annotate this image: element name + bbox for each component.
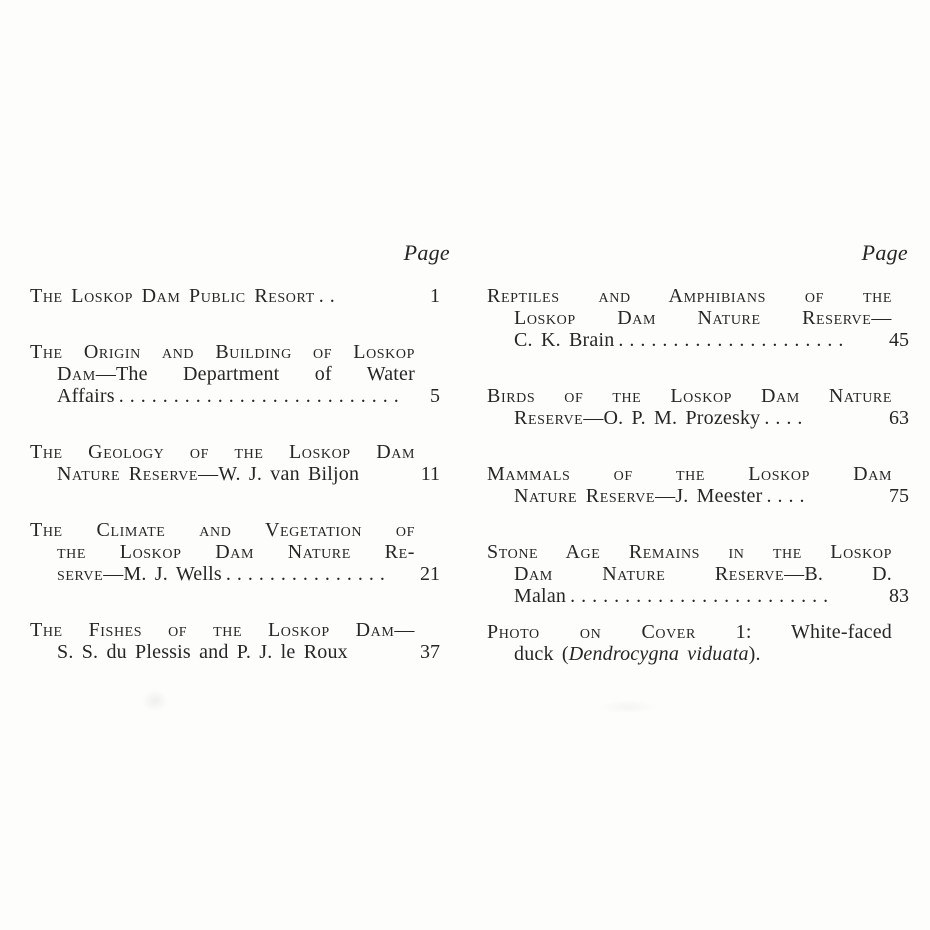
- toc-line: [487, 541, 910, 563]
- dot-leader: ....: [764, 407, 809, 429]
- text-segment: Loskop Dam Nature Reserve—: [514, 307, 892, 329]
- toc-line-text: [487, 285, 892, 307]
- toc-line: [487, 585, 910, 607]
- toc-line-text: [487, 541, 892, 563]
- text-segment: —W. J. van Biljon: [198, 463, 360, 485]
- toc-line-text: [514, 563, 892, 585]
- toc-line: [487, 385, 910, 407]
- toc-line-text: [30, 285, 341, 307]
- toc-entries-right: [487, 285, 910, 665]
- page-number: 45: [889, 329, 909, 351]
- toc-line-text: [514, 585, 834, 607]
- toc-line: [30, 641, 450, 663]
- text-segment: The Origin and Building of Loskop: [30, 341, 415, 363]
- text-segment: Affairs: [57, 385, 115, 407]
- toc-column-left: [30, 242, 450, 663]
- toc-line-text: [514, 643, 761, 665]
- toc-line: [30, 363, 450, 385]
- scan-smudge: [142, 690, 168, 712]
- toc-line: [487, 329, 910, 351]
- dot-leader: ........................: [570, 585, 835, 607]
- toc-line: [487, 307, 910, 329]
- dot-leader: ..........................: [118, 385, 405, 407]
- toc-line-text: [57, 541, 415, 563]
- text-segment: —The Department of Water: [95, 363, 415, 385]
- scan-smudge: [598, 700, 658, 714]
- page-column-header-left: Page: [403, 240, 450, 265]
- page-number: 11: [420, 463, 440, 485]
- toc-line-text: [30, 619, 415, 641]
- text-segment: —J. Meester: [655, 485, 763, 507]
- text-segment: —B. D.: [784, 563, 893, 585]
- toc-line-text: [514, 307, 892, 329]
- text-segment: the Loskop Dam Nature Re-: [57, 541, 415, 563]
- toc-line: [30, 541, 450, 563]
- text-segment: Dam Nature Reserve: [514, 563, 785, 585]
- toc-line-text: [57, 363, 415, 385]
- text-segment: ).: [748, 643, 761, 665]
- page-number: 37: [420, 641, 440, 663]
- text-segment: Birds of the Loskop Dam Nature: [487, 385, 892, 407]
- toc-line: [30, 519, 450, 541]
- text-segment: C. K. Brain: [514, 329, 615, 351]
- toc-line: [487, 463, 910, 485]
- text-segment: The Geology of the Loskop Dam: [30, 441, 415, 463]
- toc-line: [487, 407, 910, 429]
- toc-line-text: [30, 341, 415, 363]
- page-number: 75: [889, 485, 909, 507]
- text-segment: Nature Reserve: [57, 463, 199, 485]
- text-segment: Mammals of the Loskop Dam: [487, 463, 892, 485]
- toc-entry: [30, 441, 450, 485]
- toc-line-text: [514, 407, 808, 429]
- text-segment: duck (: [514, 643, 569, 665]
- toc-line-text: [487, 385, 892, 407]
- toc-line: [30, 341, 450, 363]
- text-segment: Malan: [514, 585, 567, 607]
- page-column-header-right: Page: [861, 240, 908, 265]
- toc-entry: [487, 621, 910, 665]
- page-number: 83: [889, 585, 909, 607]
- toc-column-right: [487, 242, 910, 665]
- toc-line-text: [57, 563, 391, 585]
- dot-leader: ...............: [225, 563, 391, 585]
- toc-line: [30, 385, 450, 407]
- toc-line-text: [487, 463, 892, 485]
- toc-entry: [30, 285, 450, 307]
- text-segment: Reserve: [514, 407, 584, 429]
- toc-line: [30, 285, 450, 307]
- toc-line-text: [487, 621, 892, 643]
- toc-line-text: [57, 641, 348, 663]
- toc-line-text: [30, 519, 415, 541]
- text-segment: S. S. du Plessis and P. J. le Roux: [57, 641, 348, 663]
- text-segment: The Climate and Vegetation of: [30, 519, 415, 541]
- text-segment: 1: White-faced: [695, 621, 892, 643]
- toc-entry: [487, 463, 910, 507]
- toc-line-text: [514, 485, 810, 507]
- text-segment: —M. J. Wells: [103, 563, 222, 585]
- toc-line: [30, 441, 450, 463]
- toc-entry: [30, 341, 450, 407]
- text-segment: Dam: [57, 363, 96, 385]
- toc-line: [30, 563, 450, 585]
- page-number: 5: [430, 385, 440, 407]
- toc-line: [30, 463, 450, 485]
- page-number: 63: [889, 407, 909, 429]
- toc-line: [487, 485, 910, 507]
- toc-entry: [30, 519, 450, 585]
- dot-leader: ....: [766, 485, 811, 507]
- page-number: 1: [430, 285, 440, 307]
- toc-line: [30, 619, 450, 641]
- dot-leader: .....................: [618, 329, 850, 351]
- toc-entries-left: [30, 285, 450, 663]
- toc-line: [487, 285, 910, 307]
- text-segment: The Fishes of the Loskop Dam—: [30, 619, 415, 641]
- text-segment: Dendrocygna viduata: [568, 643, 749, 665]
- toc-line-text: [57, 385, 405, 407]
- toc-entry: [487, 285, 910, 351]
- text-segment: Reptiles and Amphibians of the: [487, 285, 892, 307]
- toc-line: [487, 643, 910, 665]
- toc-entry: [487, 541, 910, 607]
- text-segment: Nature Reserve: [514, 485, 656, 507]
- toc-line-text: [57, 463, 359, 485]
- text-segment: Photo on Cover: [487, 621, 696, 643]
- toc-line: [487, 563, 910, 585]
- toc-line-text: [514, 329, 849, 351]
- toc-entry: [30, 619, 450, 663]
- toc-entry: [487, 385, 910, 429]
- text-segment: serve: [57, 563, 104, 585]
- text-segment: The Loskop Dam Public Resort: [30, 285, 315, 307]
- toc-line-text: [30, 441, 415, 463]
- page-number: 21: [420, 563, 440, 585]
- toc-line: [487, 621, 910, 643]
- dot-leader: ..: [318, 285, 341, 307]
- text-segment: —O. P. M. Prozesky: [583, 407, 761, 429]
- text-segment: Stone Age Remains in the Loskop: [487, 541, 892, 563]
